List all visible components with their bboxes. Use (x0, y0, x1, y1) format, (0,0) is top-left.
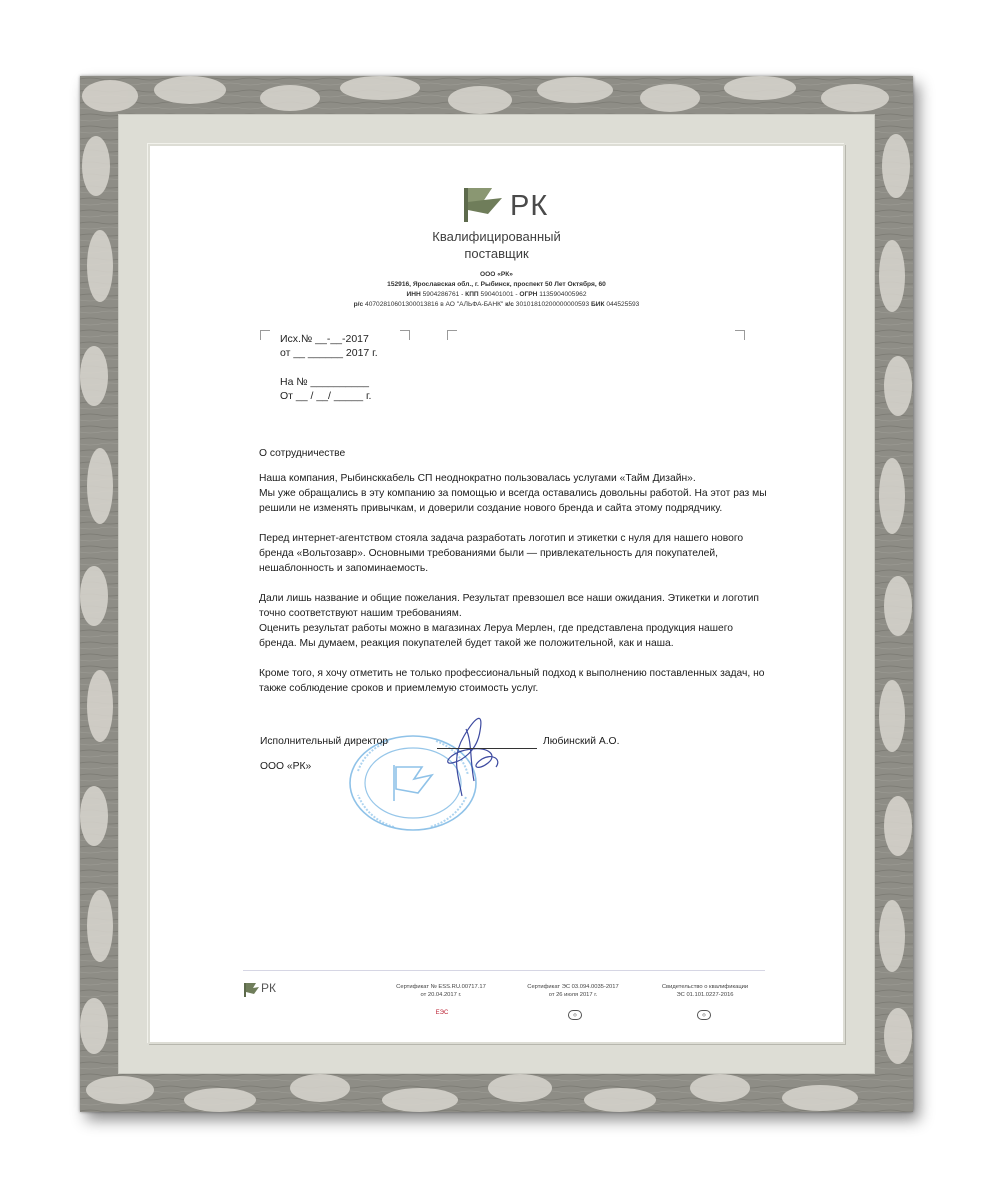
signatory-name: Любинский А.О. (543, 736, 620, 747)
certificate-2-number: Сертификат ЭС 03.094.0035-2017 (527, 984, 619, 990)
paragraph-3b: Оценить результат работы можно в магазинах Леруа Мерлен, где представлена продукция нашего бренда. Мы думаем, реакция покупателей будет такой же положительной, как и наша. (259, 623, 734, 649)
certification-mark-icon: ◎ (568, 1010, 582, 1020)
paragraph-3a: Дали лишь название и общие пожелания. Результат превзошел все наши ожидания. Этикетки и логотип точно соответствуют нашим требованиям. (259, 593, 759, 619)
signature-line (437, 748, 537, 749)
picture-frame (80, 76, 913, 1112)
bank-details: р/с 40702810601300013816 в АО "АЛЬФА-БАНК" к/с 30101810200000000593 БИК 044525593 (353, 301, 640, 308)
incoming-date: От __ / __/ _____ г. (280, 390, 372, 402)
company-requisites (150, 270, 843, 310)
address-bracket (447, 330, 457, 340)
signatory-title: Исполнительный директор (260, 736, 389, 747)
certificate-1-date: от 20.04.2017 г. (420, 991, 462, 998)
signatory-company: ООО «РК» (260, 761, 312, 772)
flag-logo-icon (243, 981, 259, 997)
certificate-3 (640, 984, 770, 999)
footer-logo (243, 981, 293, 999)
certificate-3-title: Свидетельство о квалификации (661, 984, 749, 990)
outgoing-number: Исх.№ __-__-2017 (280, 333, 369, 345)
footer-logo-text: РК (261, 981, 276, 995)
address-bracket (735, 330, 745, 340)
letter-subject: О сотрудничестве (259, 448, 346, 459)
outgoing-date: от __ ______ 2017 г. (280, 347, 378, 359)
logo-text: РК (510, 190, 549, 222)
flag-logo-icon (462, 184, 506, 222)
company-name: ООО «РК» (480, 271, 513, 278)
certificate-3-number: ЭС 01.101.0227-2016 (676, 991, 734, 998)
paragraph-1-line-1: Наша компания, Рыбинсккабель СП неоднократно пользовалась услугами «Тайм Дизайн». (259, 473, 696, 484)
paragraph-4: Кроме того, я хочу отметить не только профессиональный подход к выполнению поставленных задач, но также соблюдение сроков и приемлемую стоимость услуг. (259, 668, 765, 694)
eac-mark-icon: ЕЭС (435, 1010, 449, 1016)
tagline (150, 228, 843, 262)
letter-sheet (150, 146, 843, 1042)
company-address: 152916, Ярославская обл., г. Рыбинск, проспект 50 Лет Октября, 60 (387, 281, 606, 288)
tagline-line-1: Квалифицированный (432, 229, 561, 244)
certificate-1-number: Сертификат № ESS.RU.00717.17 (396, 984, 486, 990)
certificate-2 (508, 984, 638, 999)
letter-body (259, 446, 769, 711)
certification-mark-icon: ◎ (697, 1010, 711, 1020)
certificate-1 (376, 984, 506, 999)
company-logo (462, 184, 582, 224)
address-bracket (260, 330, 270, 340)
tax-ids: ИНН 5904286761 - КПП 590401001 - ОГРН 1135904005962 (406, 291, 587, 298)
paragraph-2: Перед интернет-агентством стояла задача разработать логотип и этикетки с нуля для нашего нового бренда «Вольтозавр». Основными требованиями были — привлекательность для покупателей, нешаблонность и запоминаемость. (259, 533, 744, 574)
footer-divider (243, 970, 765, 971)
paragraph-1: Мы уже обращались в эту компанию за помощью и всегда оставались довольны работой. На этот раз мы решили не изменять привычкам, и доверили создание нового бренда и сайта этому подрядчику. (259, 488, 767, 514)
mat-board (118, 114, 875, 1074)
address-bracket (400, 330, 410, 340)
handwritten-signature (422, 701, 512, 801)
certificate-2-date: от 26 июля 2017 г. (548, 991, 598, 998)
incoming-number: На № __________ (280, 376, 369, 388)
tagline-line-2: поставщик (464, 246, 529, 261)
